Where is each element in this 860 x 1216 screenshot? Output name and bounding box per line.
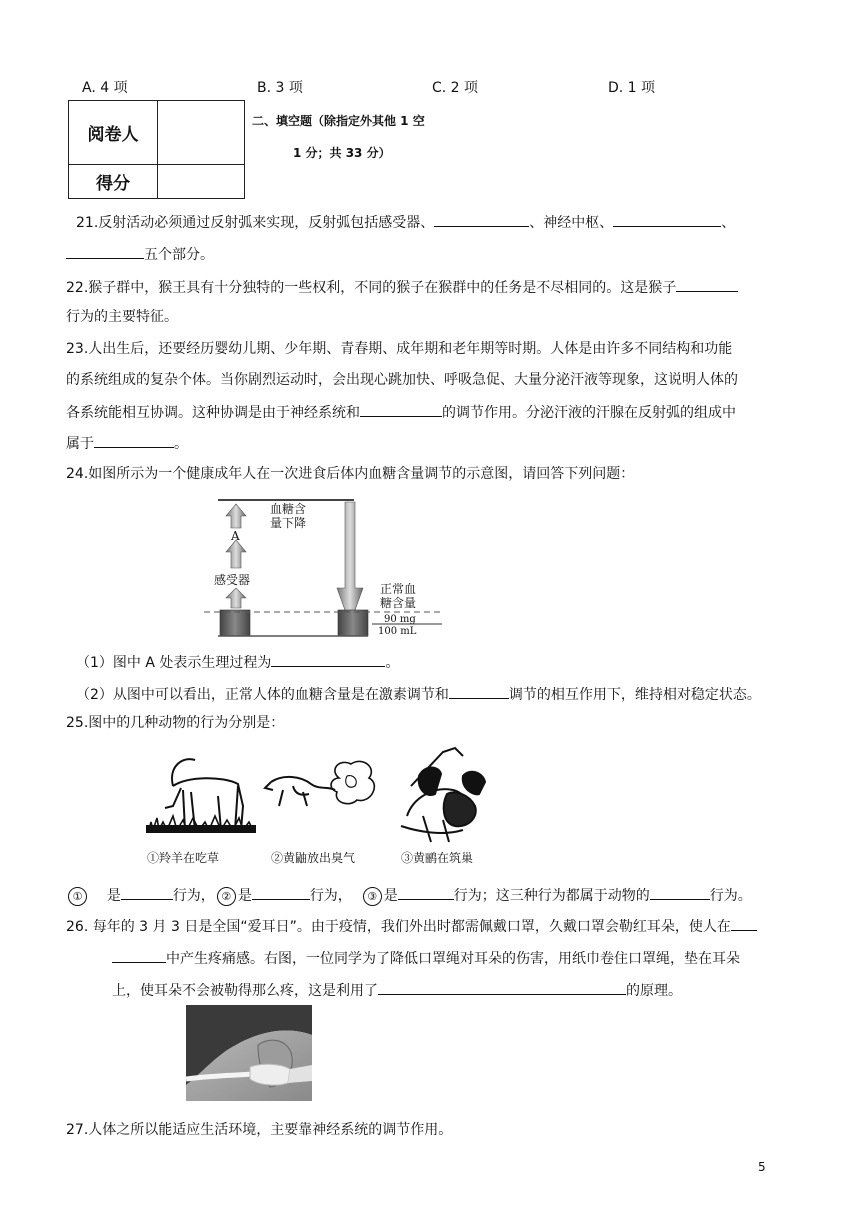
q26-text-b: 中产生疼痛感。右图，一位同学为了降低口罩绳对耳朵的伤害，用纸巾卷住口罩绳，垫在耳朵 [166,951,740,967]
q22-text-a: 22.猴子群中，猴王具有十分独特的一些权利，不同的猴子在猴群中的任务是不尽相同的。这是猴子 [66,280,677,296]
score-cell [158,165,245,199]
q25-blank-1 [121,884,173,900]
q21-line1 [76,211,735,233]
ear-mask-photo-svg [186,1005,312,1101]
animal-behaviour-svg [143,746,503,868]
q21-text-a: 21.反射活动必须通过反射弧来实现，反射弧包括感受器、 [76,215,435,231]
q23-line2: 的系统组成的复杂个体。当你剧烈运动时，会出现心跳加快、呼吸急促、大量分泌汗液等现象，这说明人体的 [66,372,738,388]
q21-blank-1 [434,211,529,227]
q26-text-a: 26. 每年的 3 月 3 日是全国“爱耳日”。由于疫情，我们外出时都需佩戴口罩，久戴口罩会勒红耳朵，使人在 [66,919,731,935]
q25-text-6: 行为；这三种行为都属于动物的 [453,888,650,904]
section-score: 1 分；共 33 分） [293,146,391,160]
q23-blank-2 [94,432,174,448]
option-a: A. 4 项 [82,80,128,96]
q21-line2 [66,243,214,265]
q26-text-c: 上，使耳朵不会被勒得那么疼，这是利用了 [112,983,378,999]
ear-mask-photo [186,1005,312,1101]
q22-blank [676,276,738,292]
q26-line2 [112,947,740,969]
q24-sub1 [76,651,399,673]
oriole-illustration [401,748,485,842]
q26-line3 [112,979,682,1001]
q25-circle-3: ③ [363,887,382,906]
weasel-illustration [265,761,374,806]
q23-line3 [66,401,736,423]
label-normal-1: 正常血 [380,582,417,596]
label-normal-2: 糖含量 [380,596,417,610]
score-label: 得分 [69,165,158,199]
q25-text-4: 行为， [309,888,352,904]
up-arrow-icon [226,588,246,608]
q25-blank-3 [398,884,454,900]
q26-blank-1b [112,947,166,963]
q26-blank-1a [731,915,757,931]
section-title: 二、填空题（除指定外其他 1 空 [252,114,425,128]
q23-text-b: 的调节作用。分泌汗液的汗腺在反射弧的组成中 [442,405,736,421]
q23-text-d: 。 [174,436,188,452]
blood-sugar-diagram-svg [204,492,450,638]
caption-oriole: ③黄鹂在筑巢 [401,851,474,865]
q23-line4 [66,432,188,454]
q25-text-3: 是 [237,888,252,904]
q22-line1 [66,276,738,298]
q21-blank-2 [613,211,721,227]
option-b: B. 3 项 [257,80,303,96]
q23-text-c: 属于 [66,436,94,452]
q26-blank-2 [378,979,626,995]
q23-text-a: 各系统能相互协调。这种协调是由于神经系统和 [66,405,360,421]
q25-blank-4 [650,884,710,900]
q25-circle-2: ② [217,887,236,906]
grading-table [68,100,245,199]
label-value: 90 mg [384,614,416,625]
q23-blank-1 [360,401,442,417]
q24-sub1-text: （1）图中 A 处表示生理过程为 [76,655,272,671]
q24-sub2-end: 调节的相互作用下，维持相对稳定状态。 [508,687,761,703]
option-d: D. 1 项 [608,80,656,96]
page-number: 5 [758,1160,766,1174]
q21-text-b: 、神经中枢、 [529,215,614,231]
caption-antelope: ①羚羊在吃草 [147,851,220,865]
caption-weasel: ②黄鼬放出臭气 [271,851,356,865]
q24-stem: 24.如图所示为一个健康成年人在一次进食后体内血糖含量调节的示意图，请回答下列问题： [66,466,635,482]
antelope-illustration [147,759,255,832]
q24-sub1-end: 。 [385,655,400,671]
q27-line1: 27.人体之所以能适应生活环境，主要靠神经系统的调节作用。 [66,1122,453,1138]
q24-sub2 [76,683,761,705]
option-c: C. 2 项 [432,80,479,96]
q25-circle-1: ① [68,887,87,906]
q26-line1 [66,915,757,937]
q21-blank-3 [66,243,144,259]
q26-text-d: 的原理。 [626,983,682,999]
blood-sugar-bar [338,610,368,636]
q21-text-c: 、 [721,215,736,231]
q25-text-1: 是 [106,888,121,904]
blood-sugar-diagram [204,492,450,638]
q25-text-7: 行为。 [709,888,752,904]
label-top-2: 量下降 [270,516,307,530]
reviewer-cell [158,101,245,165]
label-unit: 100 mL [378,626,417,637]
q25-text-2: 行为， [172,888,215,904]
reviewer-label: 阅卷人 [69,101,158,165]
blood-sugar-bar [220,610,250,636]
q25-answer-line [66,884,752,906]
down-arrow-icon [337,502,363,624]
q22-line2: 行为的主要特征。 [66,309,178,325]
q25-stem: 25.图中的几种动物的行为分别是： [66,715,285,731]
q24-sub2-text: （2）从图中可以看出，正常人体的血糖含量是在激素调节和 [76,687,449,703]
q21-text-d: 五个部分。 [144,247,214,263]
up-arrow-icon [226,504,246,528]
q24-blank-1 [271,651,385,667]
q25-blank-2 [252,884,310,900]
label-receptor: 感受器 [214,573,251,587]
q25-text-5: 是 [383,888,398,904]
q24-blank-2 [449,683,509,699]
label-a: A [231,529,240,543]
q23-line1: 23.人出生后，还要经历婴幼儿期、少年期、青春期、成年期和老年期等时期。人体是由许多不同结构和功能 [66,341,733,357]
label-top-1: 血糖含 [270,502,307,516]
animal-behaviour-figure [143,746,503,868]
up-arrow-icon [226,540,246,568]
